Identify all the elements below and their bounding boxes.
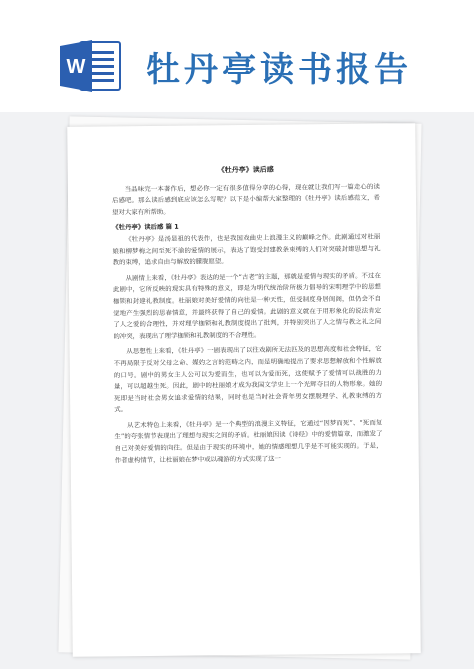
document-title: 《牡丹亭》读后感 [217, 165, 274, 175]
body-paragraph: 从艺术特色上来看，《牡丹亭》是一个典型的浪漫主义特征，它通过“因梦而死”、“死而复生”的夸张情节表现出了理想与现实之间的矛盾。杜丽娘因读《诗经》中的爱情篇章，而激发了自己对美好爱情的向往。但是由于现实的环境中，她的情感理想几乎是不可能实现的。于是，作者虚构情节，让杜丽娘在梦中或以魂游的方式实现了这一 [114, 418, 383, 465]
body-paragraph: 从思想性上来看，《牡丹亭》一剧表现出了以往戏剧所无法匹及的思想高度和社会特征，它不再局限于反对父母之命、媒妁之言的范畴之内，而是明确地提出了要求思想解放和个性解放的口号。剧中的男女主人公可以为爱而生，也可以为爱而死，这使赋予了爱情可以战胜的力量，可以超越生死。因此，剧中的杜丽娘才成为我国文学史上一个光辉夺目的人物形象。她的死即是当时社会男女追求爱情的结果，同时也是当时社会青年男女摆脱理学、礼教束缚的方式。 [113, 344, 383, 414]
word-document-icon [58, 38, 124, 94]
document-page [67, 123, 421, 657]
body-paragraph: 《牡丹亭》是汤显祖的代表作，也是我国戏曲史上浪漫主义的巅峰之作。此剧通过对杜丽娘和柳梦梅之间至死不渝的爱情的展示，表达了饱受封建教条束缚的人们对突破封建思想与礼教的束缚，追求自由与解放的朦胧愿望。 [112, 232, 381, 267]
svg-text:W: W [66, 56, 86, 78]
document-content [112, 164, 383, 471]
banner-title: 牡丹亭读书报告 [146, 50, 412, 90]
body-paragraph: 从剧情上来看，《牡丹亭》表达的是一个“古老”的主题，那就是爱情与现实的矛盾。不过在此剧中，它所反映的现实具有特殊的意义，即是为明代统治阶所极力倡导的宋明理学中的思想枷锁和封建礼教制度。杜丽娘对美好爱情的向往是一种天性，但受制度身居闺阁，但仍会不自觉地产生强烈的思春情意，并最终获得了自己的爱情。此剧的意义就在于用形象化的说法肯定了人之爱的合理性，并对理学枷锁和礼教制度提出了批判，并特别突出了人之情与教之礼之间的冲突，表现出了理学枷锁和礼教制度的不合理性。 [112, 271, 382, 341]
intro-paragraph: 当品味完一本著作后，想必你一定有很多值得分享的心得，现在就让我们写一篇走心的读后感吧。那么读后感到底应该怎么写呢？以下是小编帮大家整理的《牡丹亭》读后感范文，希望对大家有所帮助。 [111, 182, 381, 217]
banner-header [0, 0, 474, 112]
section-heading: 《牡丹亭》读后感 篇 1 [112, 223, 179, 232]
